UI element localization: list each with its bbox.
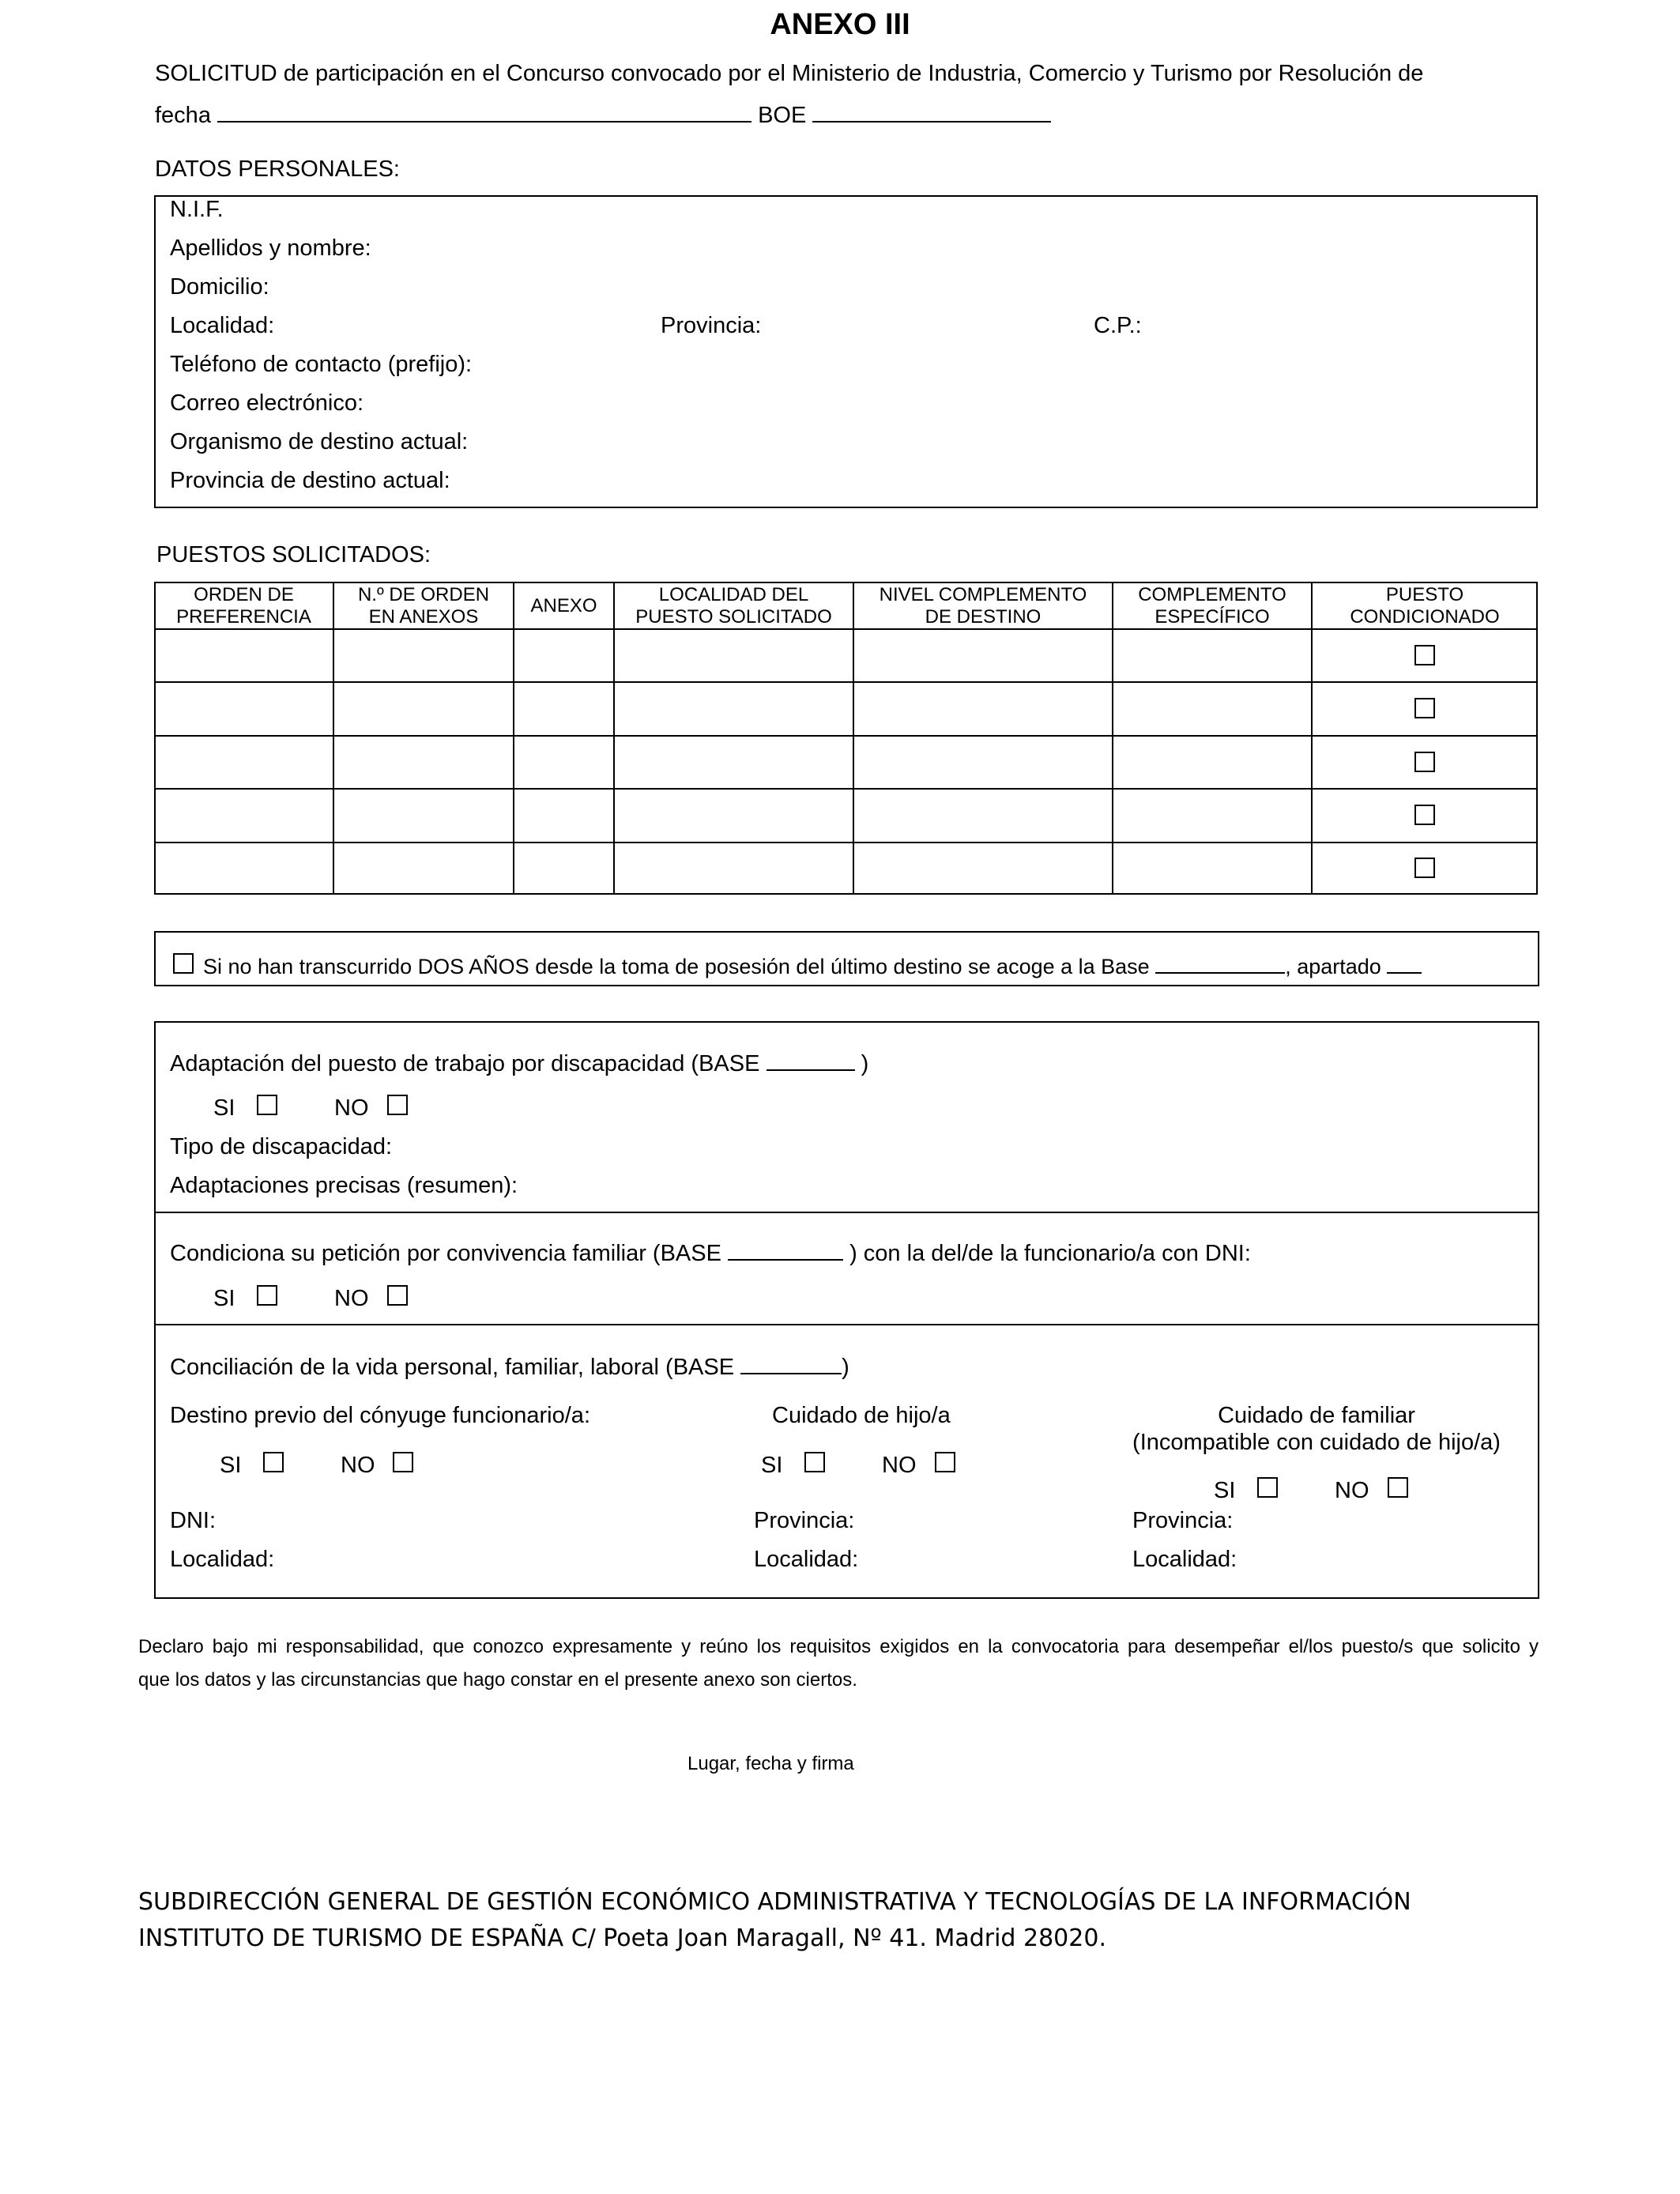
table-header-cell xyxy=(1113,583,1312,628)
table-header-cell xyxy=(514,583,614,628)
conyuge-no-label: NO xyxy=(341,1453,375,1478)
puesto-condicionado-checkbox[interactable] xyxy=(1414,698,1435,718)
table-header-cell xyxy=(853,583,1113,628)
table-cell-input[interactable] xyxy=(616,790,852,839)
table-cell-input[interactable] xyxy=(1114,790,1310,839)
convivencia-text: Condiciona su petición por convivencia familiar (BASE xyxy=(170,1241,721,1266)
table-cell-input[interactable] xyxy=(616,630,852,680)
fecha-label: fecha xyxy=(155,103,211,128)
dos-anos-checkbox[interactable] xyxy=(173,953,194,974)
declaracion-line-1: Declaro bajo mi responsabilidad, que conozco expresamente y reúno los requisitos exigidos en la convocatoria para desempeñar el/los puesto/s que solicito y xyxy=(138,1636,1539,1657)
conyuge-si-checkbox[interactable] xyxy=(263,1452,284,1472)
table-cell-input[interactable] xyxy=(335,630,512,680)
page-title: ANEXO III xyxy=(770,8,910,41)
hijo-no-checkbox[interactable] xyxy=(935,1452,955,1472)
conciliacion-text: Conciliación de la vida personal, familiar, laboral (BASE xyxy=(170,1355,735,1380)
organismo-label[interactable]: Organismo de destino actual: xyxy=(170,429,469,454)
datos-personales-heading: DATOS PERSONALES: xyxy=(155,156,400,182)
header-line: PUESTO xyxy=(1385,583,1464,605)
puestos-heading: PUESTOS SOLICITADOS: xyxy=(156,542,431,567)
table-cell-input[interactable] xyxy=(616,683,852,733)
familiar-title: Cuidado de familiar xyxy=(1218,1403,1415,1428)
table-cell-input[interactable] xyxy=(1114,630,1310,680)
table-cell-input[interactable] xyxy=(156,843,332,893)
fecha-field[interactable] xyxy=(217,100,751,123)
table-cell-input[interactable] xyxy=(335,843,512,893)
hijo-title: Cuidado de hijo/a xyxy=(772,1403,951,1428)
header-line: ANEXO xyxy=(530,594,597,616)
table-cell-input[interactable] xyxy=(855,630,1111,680)
table-cell-input[interactable] xyxy=(1114,683,1310,733)
hijo-si-label: SI xyxy=(761,1453,783,1478)
hijo-localidad-label[interactable]: Localidad: xyxy=(754,1547,859,1572)
header-line: ESPECÍFICO xyxy=(1155,605,1270,628)
divider xyxy=(154,1212,1539,1213)
convivencia-no-label: NO xyxy=(334,1286,369,1311)
table-cell-input[interactable] xyxy=(855,737,1111,786)
conciliacion-title xyxy=(170,1352,849,1381)
familiar-si-checkbox[interactable] xyxy=(1257,1477,1278,1498)
familiar-no-label: NO xyxy=(1335,1478,1369,1503)
table-cell-input[interactable] xyxy=(616,737,852,786)
convivencia-si-checkbox[interactable] xyxy=(257,1285,277,1306)
table-cell-input[interactable] xyxy=(855,683,1111,733)
table-cell-input[interactable] xyxy=(855,843,1111,893)
declaracion-line-2: que los datos y las circunstancias que hago constar en el presente anexo son ciertos. xyxy=(138,1669,857,1691)
footer-line-2: INSTITUTO DE TURISMO DE ESPAÑA C/ Poeta Joan Maragall, Nº 41. Madrid 28020. xyxy=(138,1924,1106,1952)
adaptacion-title-text: Adaptación del puesto de trabajo por discapacidad (BASE xyxy=(170,1051,760,1076)
table-header-cell xyxy=(154,583,333,628)
boe-field[interactable] xyxy=(812,100,1051,123)
adaptacion-title-close: ) xyxy=(861,1051,869,1076)
fecha-row xyxy=(155,100,1051,129)
localidad-label[interactable]: Localidad: xyxy=(170,313,275,338)
dos-anos-text: Si no han transcurrido DOS AÑOS desde la toma de posesión del último destino se acoge a la Base xyxy=(203,955,1150,978)
puesto-condicionado-checkbox[interactable] xyxy=(1414,858,1435,878)
adaptacion-si-label: SI xyxy=(213,1095,235,1121)
apellidos-label[interactable]: Apellidos y nombre: xyxy=(170,236,371,261)
dos-anos-apartado-label: , apartado xyxy=(1285,955,1381,978)
domicilio-label[interactable]: Domicilio: xyxy=(170,274,269,300)
conyuge-si-label: SI xyxy=(220,1453,242,1478)
dos-anos-base-field[interactable] xyxy=(1155,955,1285,974)
table-cell-input[interactable] xyxy=(855,790,1111,839)
table-cell-input[interactable] xyxy=(515,630,612,680)
table-cell-input[interactable] xyxy=(1114,843,1310,893)
header-line: COMPLEMENTO xyxy=(1138,583,1286,605)
table-cell-input[interactable] xyxy=(156,790,332,839)
convivencia-no-checkbox[interactable] xyxy=(387,1285,408,1306)
table-cell-input[interactable] xyxy=(156,683,332,733)
table-cell-input[interactable] xyxy=(515,683,612,733)
table-header-cell xyxy=(1312,583,1538,628)
conyuge-no-checkbox[interactable] xyxy=(393,1452,413,1472)
tipo-discapacidad-label[interactable]: Tipo de discapacidad: xyxy=(170,1134,393,1159)
convivencia-base-field[interactable] xyxy=(728,1238,843,1261)
table-header-cell xyxy=(614,583,853,628)
adaptacion-no-label: NO xyxy=(334,1095,369,1121)
puesto-condicionado-checkbox[interactable] xyxy=(1414,645,1435,665)
table-cell-input[interactable] xyxy=(515,737,612,786)
hijo-si-checkbox[interactable] xyxy=(804,1452,825,1472)
hijo-no-label: NO xyxy=(882,1453,917,1478)
header-line: DE DESTINO xyxy=(925,605,1042,628)
dos-anos-row xyxy=(203,953,1422,980)
adaptaciones-label[interactable]: Adaptaciones precisas (resumen): xyxy=(170,1173,518,1198)
header-line: NIVEL COMPLEMENTO xyxy=(879,583,1087,605)
table-cell-input[interactable] xyxy=(335,737,512,786)
nif-label[interactable]: N.I.F. xyxy=(170,197,224,222)
puesto-condicionado-checkbox[interactable] xyxy=(1414,752,1435,772)
header-line: ORDEN DE xyxy=(194,583,294,605)
header-line: EN ANEXOS xyxy=(368,605,479,628)
table-cell-input[interactable] xyxy=(1114,737,1310,786)
hijo-provincia-label[interactable]: Provincia: xyxy=(754,1508,855,1533)
header-line: PREFERENCIA xyxy=(176,605,311,628)
conyuge-localidad-label[interactable]: Localidad: xyxy=(170,1547,275,1572)
header-line: N.º DE ORDEN xyxy=(357,583,490,605)
familiar-subtitle: (Incompatible con cuidado de hijo/a) xyxy=(1132,1430,1501,1455)
header-line: PUESTO SOLICITADO xyxy=(635,605,832,628)
intro-line: SOLICITUD de participación en el Concurso convocado por el Ministerio de Industria, Comercio y Turismo por Resolución de xyxy=(155,61,1424,86)
cp-label[interactable]: C.P.: xyxy=(1094,313,1142,338)
table-cell-input[interactable] xyxy=(515,843,612,893)
dos-anos-apartado-field[interactable] xyxy=(1387,955,1422,974)
conciliacion-base-field[interactable] xyxy=(740,1352,842,1374)
provincia-label[interactable]: Provincia: xyxy=(661,313,762,338)
footer-line-1: SUBDIRECCIÓN GENERAL DE GESTIÓN ECONÓMICO ADMINISTRATIVA Y TECNOLOGÍAS DE LA INFORMACIÓN xyxy=(138,1888,1411,1916)
correo-label[interactable]: Correo electrónico: xyxy=(170,390,363,416)
familiar-localidad-label[interactable]: Localidad: xyxy=(1132,1547,1237,1572)
table-cell-input[interactable] xyxy=(335,683,512,733)
table-cell-input[interactable] xyxy=(335,790,512,839)
puesto-condicionado-checkbox[interactable] xyxy=(1414,805,1435,825)
conyuge-title: Destino previo del cónyuge funcionario/a: xyxy=(170,1403,590,1428)
conyuge-dni-label[interactable]: DNI: xyxy=(170,1508,216,1533)
familiar-si-label: SI xyxy=(1214,1478,1236,1503)
boe-label: BOE xyxy=(758,103,807,128)
table-cell-input[interactable] xyxy=(156,630,332,680)
header-line: CONDICIONADO xyxy=(1350,605,1500,628)
familiar-no-checkbox[interactable] xyxy=(1388,1477,1408,1498)
provincia-destino-label[interactable]: Provincia de destino actual: xyxy=(170,468,450,493)
adaptacion-si-checkbox[interactable] xyxy=(257,1095,277,1115)
familiar-provincia-label[interactable]: Provincia: xyxy=(1132,1508,1234,1533)
adaptacion-title xyxy=(170,1049,868,1077)
firma-label: Lugar, fecha y firma xyxy=(687,1753,854,1774)
conciliacion-text-end: ) xyxy=(842,1355,849,1380)
convivencia-text-end: ) con la del/de la funcionario/a con DNI: xyxy=(849,1241,1251,1266)
table-cell-input[interactable] xyxy=(515,790,612,839)
adaptacion-no-checkbox[interactable] xyxy=(387,1095,408,1115)
telefono-label[interactable]: Teléfono de contacto (prefijo): xyxy=(170,352,473,377)
convivencia-si-label: SI xyxy=(213,1286,235,1311)
table-header-cell xyxy=(333,583,514,628)
table-cell-input[interactable] xyxy=(616,843,852,893)
table-cell-input[interactable] xyxy=(156,737,332,786)
header-line: LOCALIDAD DEL xyxy=(658,583,809,605)
convivencia-title xyxy=(170,1238,1251,1267)
adaptacion-base-field[interactable] xyxy=(767,1049,855,1071)
divider xyxy=(154,1324,1539,1325)
